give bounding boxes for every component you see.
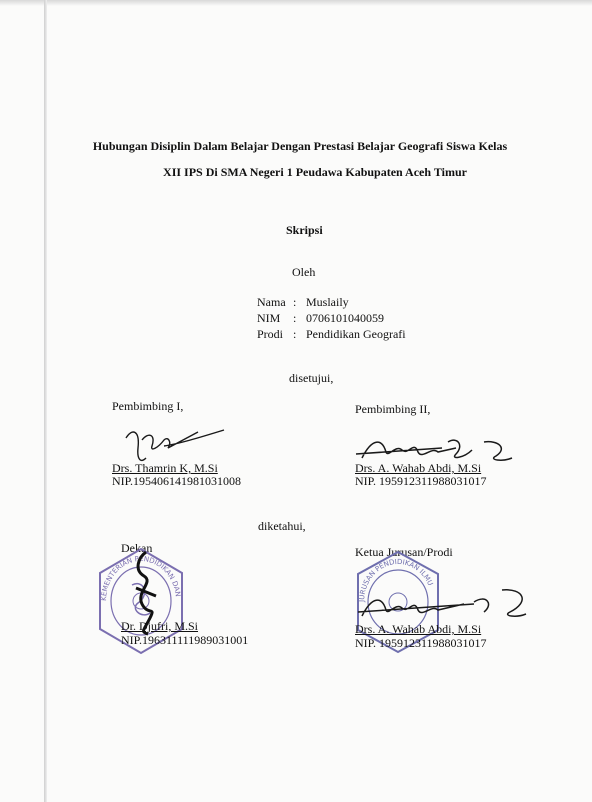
supervisor2-role: Pembimbing II, — [355, 402, 431, 416]
supervisor2-name: Drs. A. Wahab Abdi, M.Si — [355, 461, 482, 475]
dean-role: Dekan — [121, 541, 153, 555]
head-name: Drs. A. Wahab Abdi, M.Si — [355, 622, 482, 636]
title-line-1: Hubungan Disiplin Dalam Belajar Dengan Prestasi Belajar Geografi Siswa Kelas — [92, 139, 508, 153]
prodi-colon: : — [293, 327, 297, 341]
approved-label: disetujui, — [289, 371, 334, 385]
name-label: Nama — [257, 295, 286, 309]
supervisor2-nip: NIP. 195912311988031017 — [355, 474, 487, 488]
prodi-label: Prodi — [257, 327, 284, 341]
nim-colon: : — [293, 311, 297, 325]
known-label: diketahui, — [258, 519, 306, 533]
binding-edge — [44, 0, 47, 802]
title-line-2: XII IPS Di SMA Negeri 1 Peudawa Kabupaten Aceh Timur — [163, 165, 467, 179]
supervisor1-name: Drs. Thamrin K, M.Si — [112, 461, 218, 475]
dean-nip: NIP.196311111989031001 — [121, 633, 249, 647]
head-signature — [354, 582, 534, 622]
head-role: Ketua Jurusan/Prodi — [355, 545, 453, 559]
doc-type: Skripsi — [286, 223, 323, 237]
supervisor1-nip: NIP.195406141981031008 — [112, 474, 242, 488]
prodi-value: Pendidikan Geografi — [306, 327, 406, 341]
nim-value: 0706101040059 — [306, 311, 384, 325]
scan-top-shade — [0, 0, 592, 6]
nim-label: NIM — [257, 311, 281, 325]
name-colon: : — [293, 295, 297, 309]
by-label: Oleh — [292, 265, 316, 279]
supervisor1-role: Pembimbing I, — [112, 399, 184, 413]
svg-text:JURUSAN PENDIDIKAN ILMU: JURUSAN PENDIDIKAN ILMU — [357, 557, 435, 603]
name-value: Muslaily — [306, 295, 349, 309]
svg-text:KEMENTERIAN PENDIDIKAN DAN: KEMENTERIAN PENDIDIKAN DAN — [99, 554, 182, 602]
dean-name: Dr. Djufri, M.Si — [121, 619, 199, 633]
head-nip: NIP. 195912311988031017 — [355, 636, 487, 650]
